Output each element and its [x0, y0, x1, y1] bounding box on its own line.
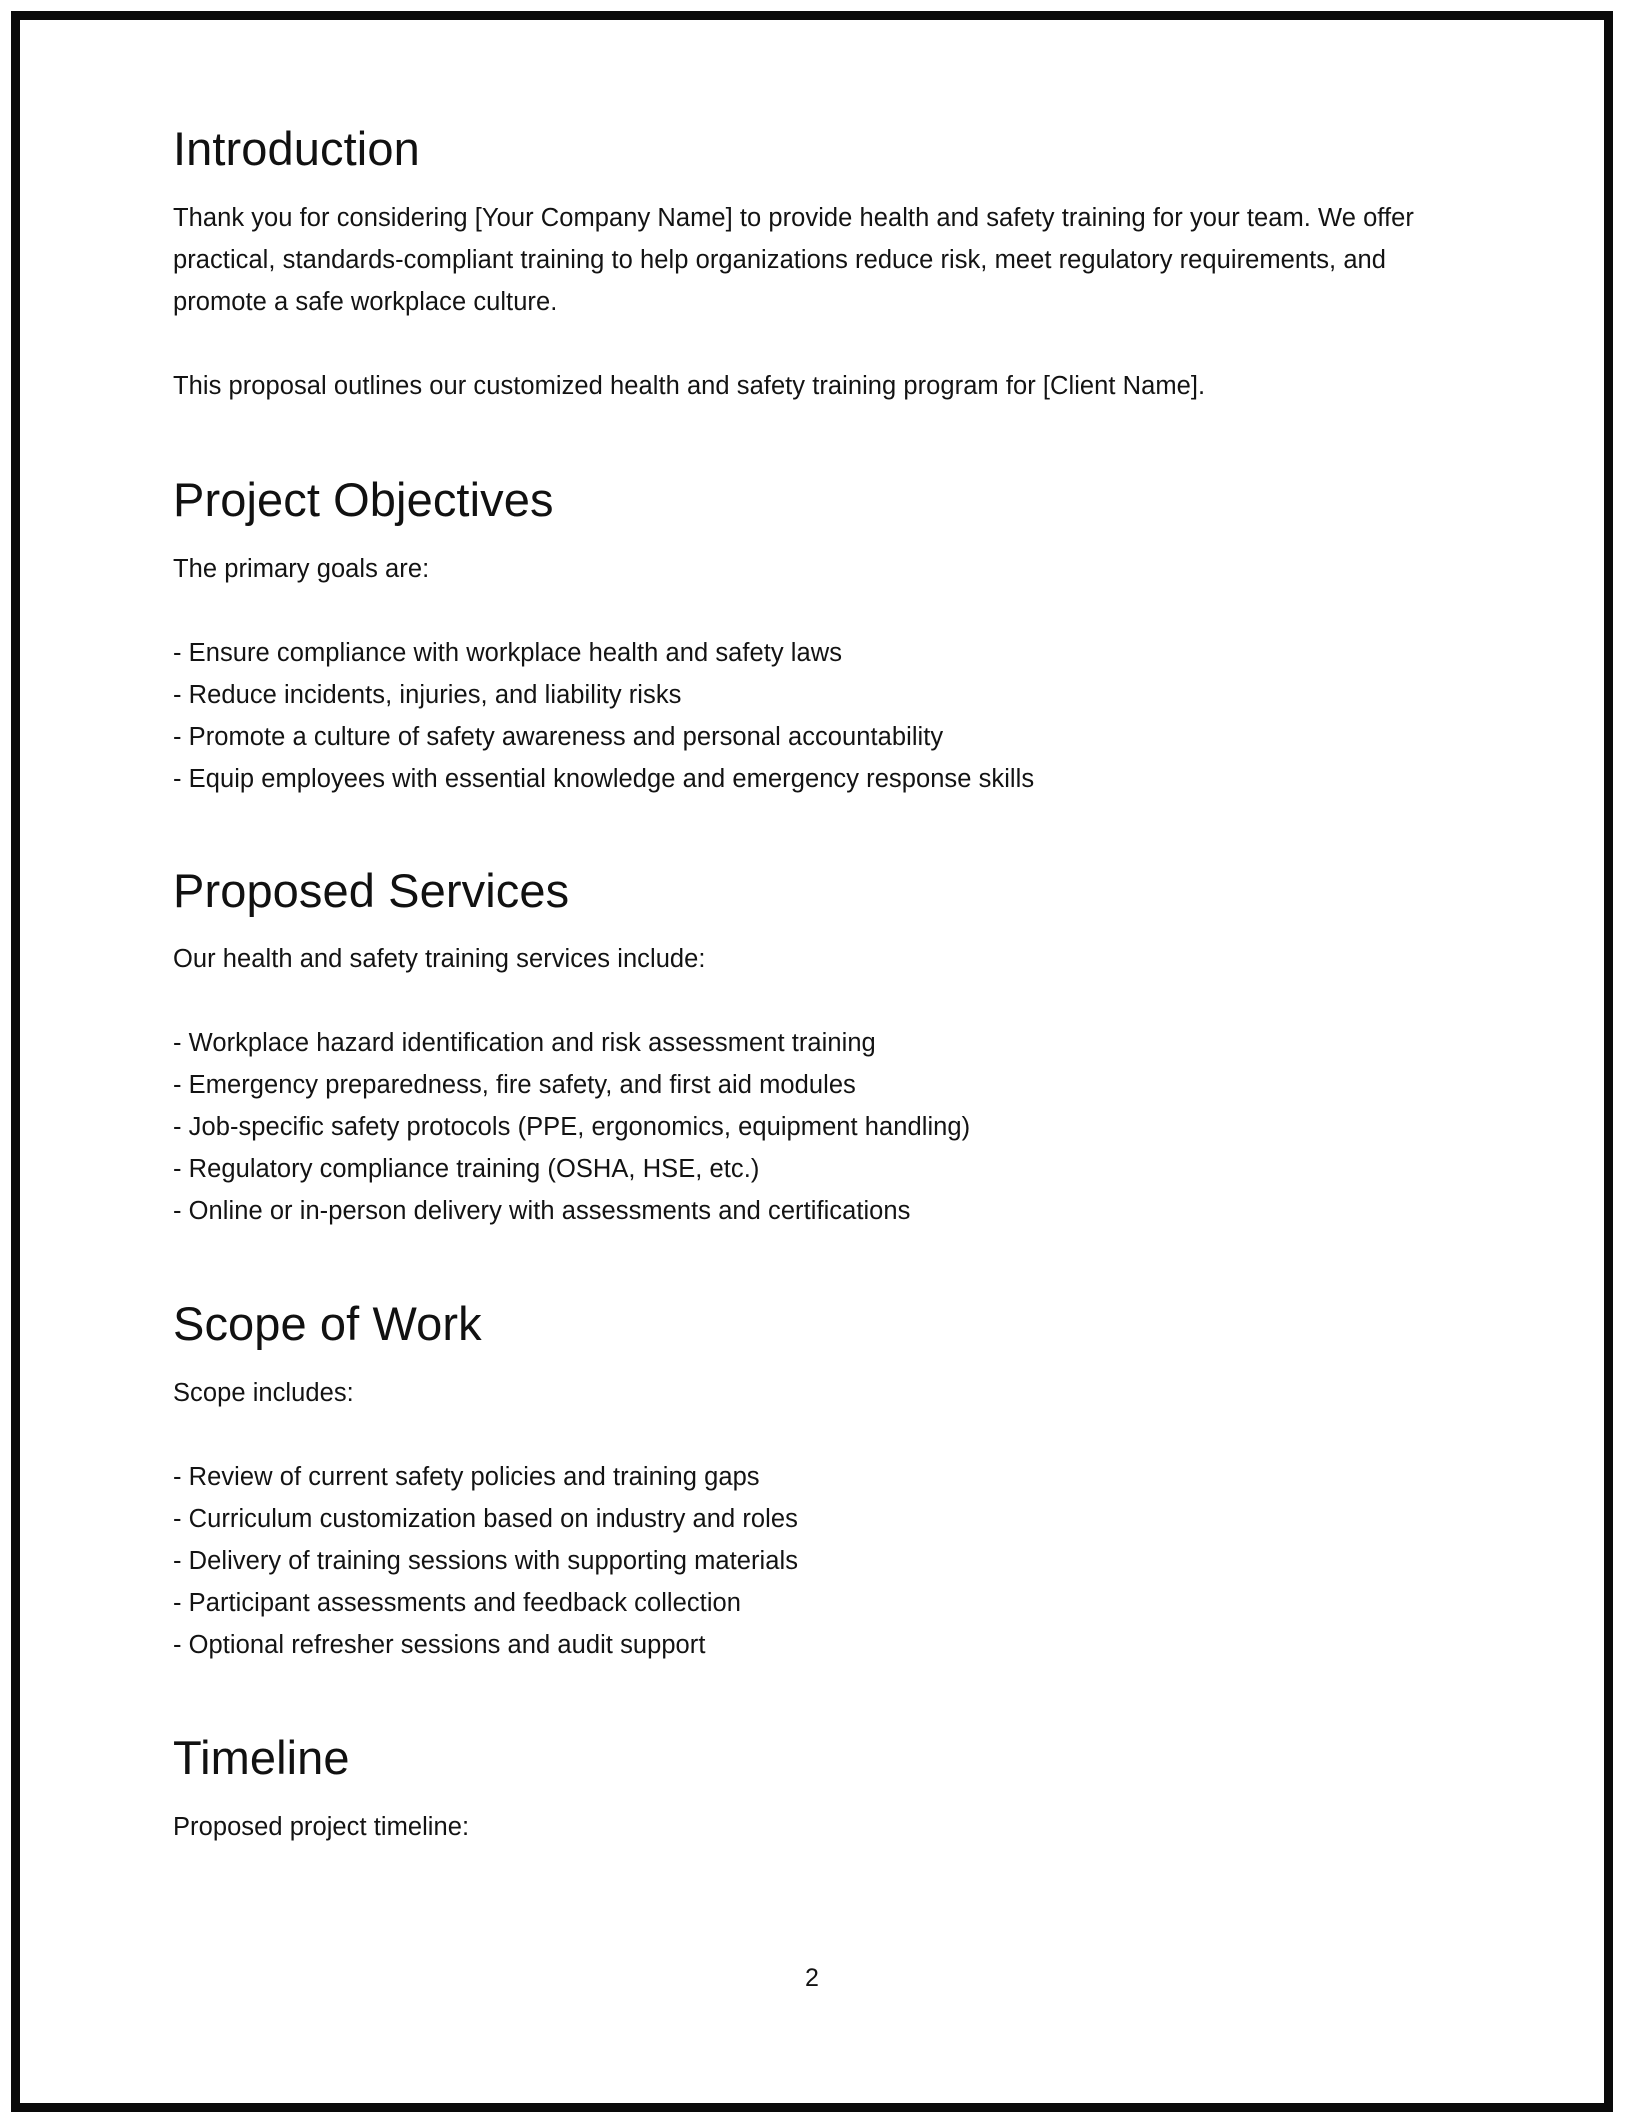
spacer — [173, 980, 1464, 1022]
page-border-frame — [11, 11, 1613, 2112]
section-project-objectives — [173, 472, 1464, 800]
list-item: - Ensure compliance with workplace health and safety laws — [173, 638, 843, 667]
list-item: - Equip employees with essential knowledge and emergency response skills — [173, 764, 1035, 793]
heading-proposed-services: Proposed Services — [173, 863, 570, 917]
list-scope-of-work — [173, 1456, 1464, 1666]
section-scope-of-work — [173, 1299, 1464, 1666]
lead-in-timeline: Proposed project timeline: — [173, 1812, 470, 1841]
spacer — [173, 1350, 1464, 1372]
list-item: - Review of current safety policies and training gaps — [173, 1463, 760, 1491]
spacer — [173, 1784, 1464, 1806]
lead-in-scope-of-work: Scope includes: — [173, 1379, 354, 1407]
section-timeline — [173, 1733, 1464, 1848]
spacer — [173, 323, 1464, 365]
document-page — [20, 20, 1604, 2103]
heading-introduction: Introduction — [173, 122, 420, 175]
heading-timeline: Timeline — [173, 1731, 350, 1784]
lead-in-project-objectives: The primary goals are: — [173, 554, 430, 583]
list-item: - Emergency preparedness, fire safety, and first aid modules — [173, 1071, 856, 1100]
list-item: - Job-specific safety protocols (PPE, ergonomics, equipment handling) — [173, 1113, 971, 1142]
list-project-objectives — [173, 632, 1464, 800]
lead-in-proposed-services: Our health and safety training services include: — [173, 945, 706, 974]
spacer — [173, 526, 1464, 548]
heading-scope-of-work: Scope of Work — [173, 1297, 482, 1351]
page-number: 2 — [805, 1964, 819, 1992]
list-item: - Delivery of training sessions with supporting materials — [173, 1547, 799, 1575]
spacer — [173, 175, 1464, 197]
section-introduction — [173, 124, 1464, 407]
list-item: - Regulatory compliance training (OSHA, HSE, etc.) — [173, 1155, 760, 1184]
paragraph-introduction-1: Thank you for considering [Your Company Name] to provide health and safety training for your team. We offer practical, standards-compliant training to help organizations reduce risk, meet regulatory requirements, and promote a safe workplace culture. — [173, 203, 1414, 316]
paragraph-introduction-2: This proposal outlines our customized health and safety training program for [Client Name]. — [173, 371, 1206, 400]
list-item: - Online or in-person delivery with assessments and certifications — [173, 1197, 911, 1226]
list-item: - Optional refresher sessions and audit support — [173, 1631, 706, 1659]
list-item: - Reduce incidents, injuries, and liability risks — [173, 680, 682, 709]
list-item: - Curriculum customization based on industry and roles — [173, 1505, 798, 1533]
list-item: - Workplace hazard identification and risk assessment training — [173, 1029, 876, 1058]
spacer — [173, 916, 1464, 938]
list-item: - Participant assessments and feedback collection — [173, 1589, 741, 1617]
spacer — [173, 1414, 1464, 1456]
spacer — [173, 590, 1464, 632]
section-proposed-services — [173, 863, 1464, 1233]
list-item: - Promote a culture of safety awareness and personal accountability — [173, 722, 944, 751]
list-proposed-services — [173, 1022, 1464, 1232]
heading-project-objectives: Project Objectives — [173, 472, 554, 526]
